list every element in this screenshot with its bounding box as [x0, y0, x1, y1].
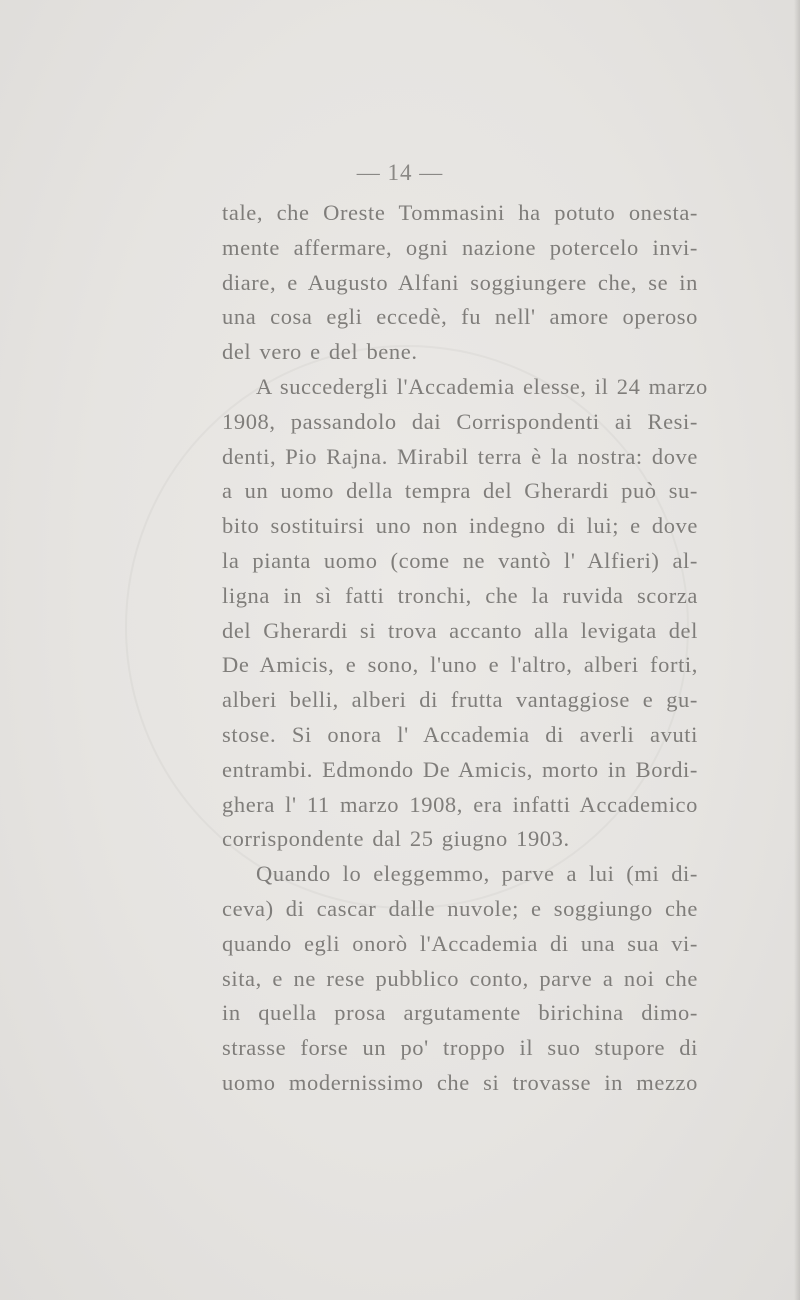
text-line: sita, e ne rese pubblico conto, parve a noi che	[222, 965, 698, 991]
page-edge-shadow	[794, 0, 800, 1300]
text-line: del Gherardi si trova accanto alla levigata del	[222, 617, 698, 643]
text-line: la pianta uomo (come ne vantò l' Alfieri) al-	[222, 547, 698, 573]
text-line: ligna in sì fatti tronchi, che la ruvida scorza	[222, 582, 698, 608]
text-line: De Amicis, e sono, l'uno e l'altro, alberi forti,	[222, 652, 698, 678]
text-line: diare, e Augusto Alfani soggiungere che, se in	[222, 269, 698, 295]
text-line: 1908, passandolo dai Corrispondenti ai Resi-	[222, 408, 698, 434]
text-line: una cosa egli eccedè, fu nell' amore operoso	[222, 304, 698, 330]
text-line: entrambi. Edmondo De Amicis, morto in Bordi-	[222, 756, 698, 782]
text-line: stose. Si onora l' Accademia di averli avuti	[222, 721, 698, 747]
text-line: alberi belli, alberi di frutta vantaggiose e gu-	[222, 687, 698, 713]
text-line: del vero e del bene.	[222, 339, 418, 365]
text-line: ghera l' 11 marzo 1908, era infatti Accademico	[222, 791, 698, 817]
text-line: A succedergli l'Accademia elesse, il 24 marzo	[256, 373, 708, 399]
text-line: bito sostituirsi uno non indegno di lui; e dove	[222, 513, 698, 539]
text-line: ceva) di cascar dalle nuvole; e soggiungo che	[222, 895, 698, 921]
body-text	[222, 196, 708, 1101]
text-line: tale, che Oreste Tommasini ha potuto onesta-	[222, 200, 698, 225]
text-line: quando egli onorò l'Accademia di una sua vi-	[222, 930, 698, 956]
text-line: in quella prosa argutamente birichina dimo-	[222, 1000, 698, 1026]
text-line: mente affermare, ogni nazione potercelo invi-	[222, 234, 698, 260]
page-number: — 14 —	[356, 160, 444, 185]
text-line: a un uomo della tempra del Gherardi può su-	[222, 478, 698, 504]
text-line: denti, Pio Rajna. Mirabil terra è la nostra: dove	[222, 443, 698, 469]
text-line: Quando lo eleggemmo, parve a lui (mi di-	[256, 861, 698, 887]
text-line: corrispondente dal 25 giugno 1903.	[222, 826, 570, 852]
text-line: uomo modernissimo che si trovasse in mezzo	[222, 1069, 698, 1095]
text-line: strasse forse un po' troppo il suo stupore di	[222, 1035, 698, 1061]
